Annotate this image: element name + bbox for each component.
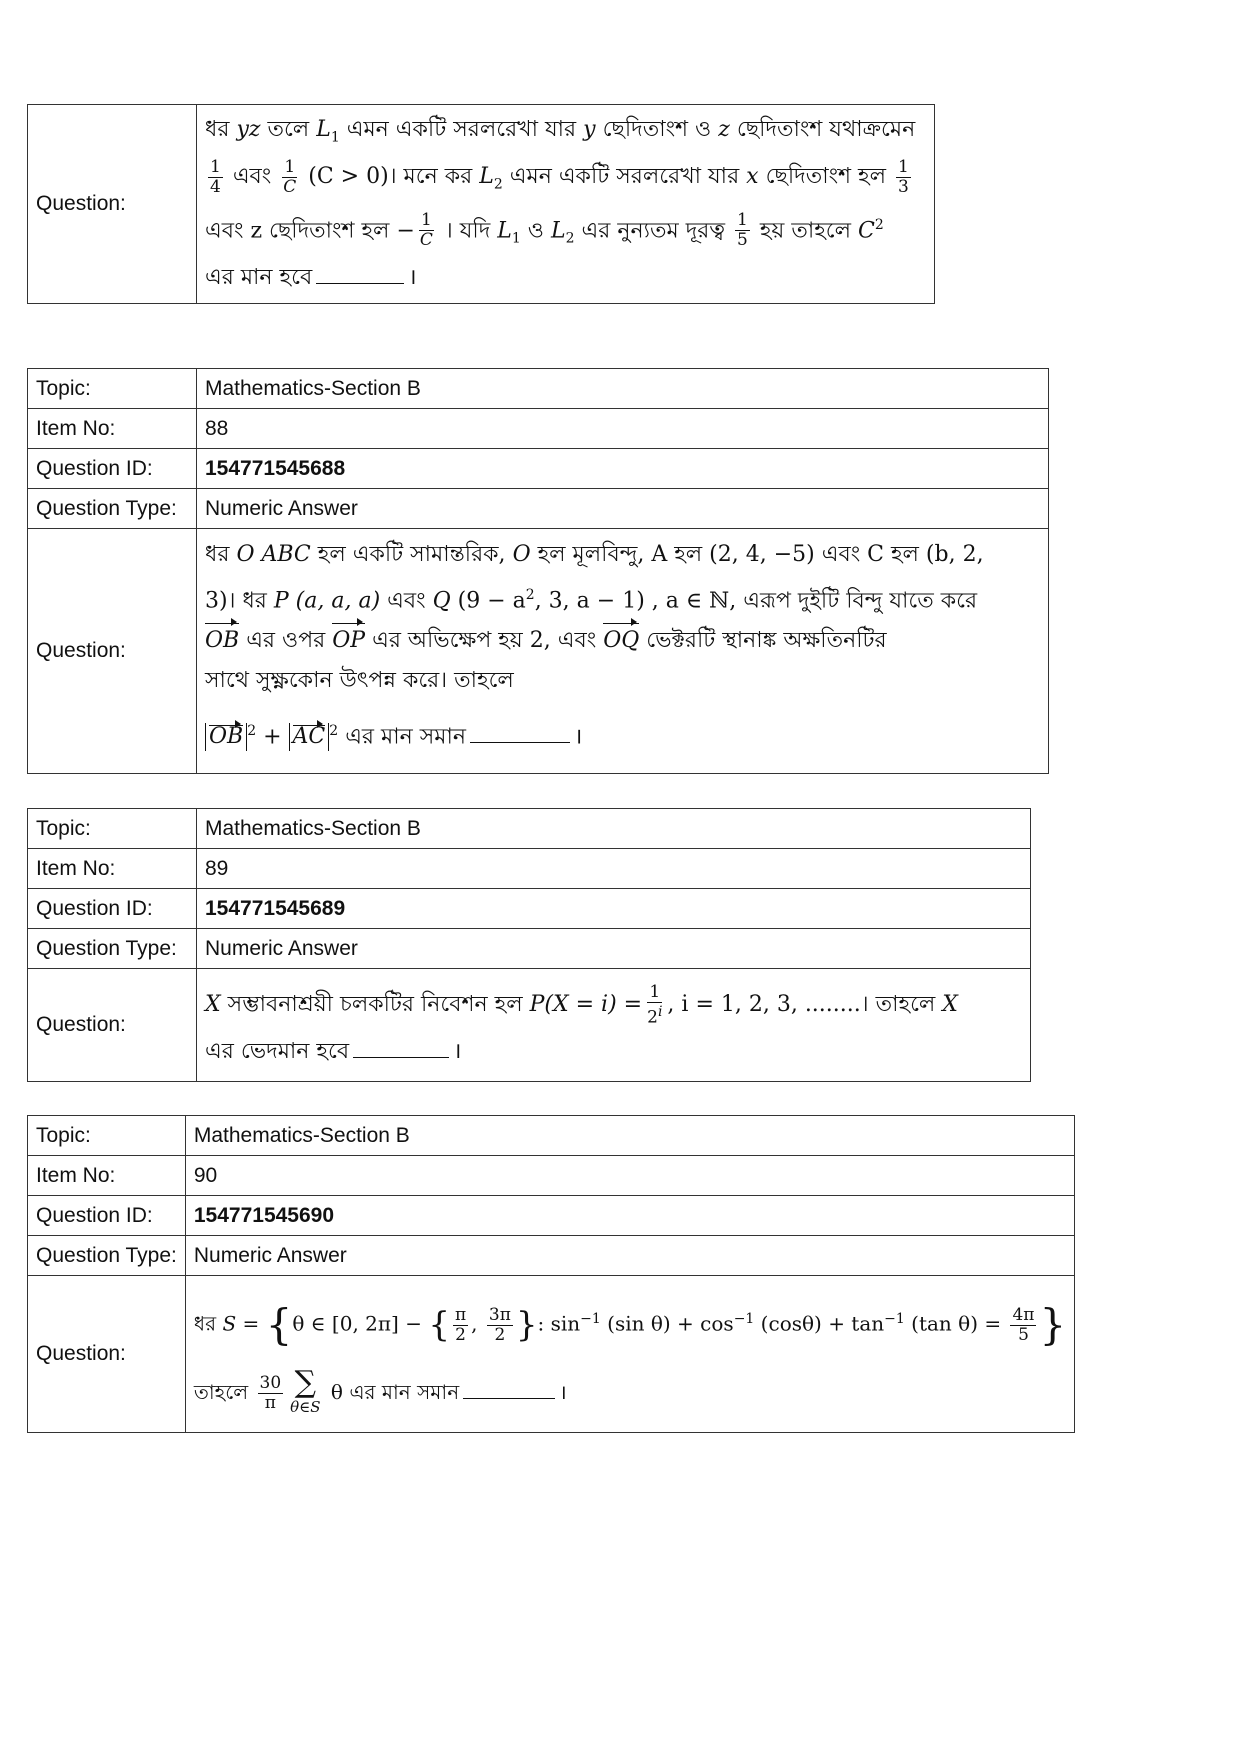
question-table-90 — [27, 1115, 1075, 1433]
question-type-value: Numeric Answer — [185, 1236, 1074, 1276]
topic-label: Topic: — [28, 1116, 186, 1156]
question-line: OB $^2$ + AC $^2$ এর মান সমান । — [205, 701, 1040, 767]
question-line: সাথে সুক্ষ্ণকোন উৎপন্ন করে। তাহলে — [205, 668, 514, 693]
question-table-continued — [27, 104, 935, 304]
fraction: $\frac{1}{C}$ — [419, 210, 433, 251]
question-text — [197, 529, 1049, 774]
item-no-label: Item No: — [28, 849, 197, 889]
vector-oq: OQ — [603, 621, 639, 661]
question-id-value: 154771545690 — [185, 1196, 1074, 1236]
topic-value: Mathematics-Section B — [197, 809, 1031, 849]
question-table-89 — [27, 808, 1031, 1082]
question-line: ধর yz তলে $L_1$ এমন একটি সরলরেখা যার y ছেদিতাংশ ও z ছেদিতাংশ যথাক্রমেন — [205, 116, 916, 146]
question-line: এবং z ছেদিতাংশ হল − $\frac{1}{C}$ । যদি $L_1$ ও $L_2$ এর নুন্যতম দূরত্ব $\frac{1}{5}$ হয় তাহলে $C^2$ — [205, 210, 884, 251]
vector-op: OP — [332, 621, 365, 661]
answer-blank — [316, 282, 404, 284]
question-text — [197, 969, 1031, 1082]
question-type-value: Numeric Answer — [197, 929, 1031, 969]
question-line: 3)। ধর P (a, a, a) এবং Q ($9 - a^2$, 3, a − 1) , a ∈ ℕ, এরূপ দুইটি বিন্দু যাতে করে — [205, 586, 978, 613]
topic-label: Topic: — [28, 809, 197, 849]
question-id-label: Question ID: — [28, 449, 197, 489]
fraction: $\frac{1}{4}$ — [210, 156, 221, 197]
question-type-label: Question Type: — [28, 929, 197, 969]
question-label: Question: — [28, 969, 197, 1082]
question-line: তাহলে $\frac{30}{\pi}$ ∑ θ∈S θ এর মান সমান । — [193, 1364, 567, 1416]
question-line: $\frac{1}{4}$ এবং $\frac{1}{C}$ (C > 0)। মনে কর $L_2$ এমন একটি সরলরেখা যার x ছেদিতাংশ হল $\frac{1}{3}$ — [210, 156, 909, 197]
question-id-label: Question ID: — [28, 1196, 186, 1236]
magnitude-ac: AC — [289, 723, 330, 751]
fraction: $\frac{1}{2^i}$ — [647, 981, 663, 1028]
question-label: Question: — [28, 1276, 186, 1433]
question-label: Question: — [28, 105, 197, 304]
item-no-label: Item No: — [28, 409, 197, 449]
fraction: $\frac{1}{C}$ — [283, 156, 297, 197]
item-no-value: 90 — [185, 1156, 1074, 1196]
question-line: ধর S = {θ ∈ [0, 2π] − { $\frac{\pi}{2}$ , $\frac{3\pi}{2}$ }: $\sin^{-1} (\sin$ $\theta) + \cos^{-1} (\cos\theta) + \tan^{-1} (\tan$ θ) = $\frac{4\pi}{5}$ } — [193, 1300, 1067, 1350]
question-type-label: Question Type: — [28, 1236, 186, 1276]
answer-blank — [463, 1397, 555, 1399]
fraction: $\frac{4\pi}{5}$ — [1012, 1304, 1035, 1345]
question-label: Question: — [28, 529, 197, 774]
summation: ∑ θ∈S — [290, 1364, 321, 1416]
question-id-value: 154771545689 — [197, 889, 1031, 929]
fraction: $\frac{30}{\pi}$ — [259, 1373, 282, 1414]
question-table-88 — [27, 368, 1049, 774]
vector-ob: OB — [205, 621, 239, 661]
question-line: এর মান হবে । — [205, 265, 417, 291]
question-line: OB এর ওপর OP এর অভিক্ষেপ হয় 2, এবং OQ ভেক্টরটি স্থানাঙ্ক অক্ষতিনটির — [205, 621, 1040, 661]
question-type-value: Numeric Answer — [197, 489, 1049, 529]
item-no-label: Item No: — [28, 1156, 186, 1196]
answer-blank — [470, 741, 570, 743]
fraction: $\frac{1}{5}$ — [737, 210, 748, 251]
question-line: এর ভেদমান হবে । — [205, 1039, 462, 1064]
topic-value: Mathematics-Section B — [185, 1116, 1074, 1156]
fraction: $\frac{3\pi}{2}$ — [488, 1304, 511, 1345]
question-id-value: 154771545688 — [197, 449, 1049, 489]
question-text — [197, 105, 935, 304]
question-id-label: Question ID: — [28, 889, 197, 929]
topic-label: Topic: — [28, 369, 197, 409]
fraction: $\frac{\pi}{2}$ — [454, 1304, 467, 1345]
answer-blank — [353, 1056, 449, 1058]
question-line: ধর O ABC হল একটি সামান্তরিক, O হল মূলবিন্দু, A হল (2, 4, −5) এবং C হল (b, 2, — [205, 541, 984, 567]
topic-value: Mathematics-Section B — [197, 369, 1049, 409]
question-type-label: Question Type: — [28, 489, 197, 529]
item-no-value: 89 — [197, 849, 1031, 889]
question-line: X সম্ভাবনাশ্রয়ী চলকটির নিবেশন হল P(X = i) = $\frac{1}{2^i}$ , i = 1, 2, 3, ........। তাহলে X — [205, 981, 958, 1028]
fraction: $\frac{1}{3}$ — [898, 156, 909, 197]
magnitude-ob: OB — [205, 723, 247, 751]
question-text — [185, 1276, 1074, 1433]
item-no-value: 88 — [197, 409, 1049, 449]
